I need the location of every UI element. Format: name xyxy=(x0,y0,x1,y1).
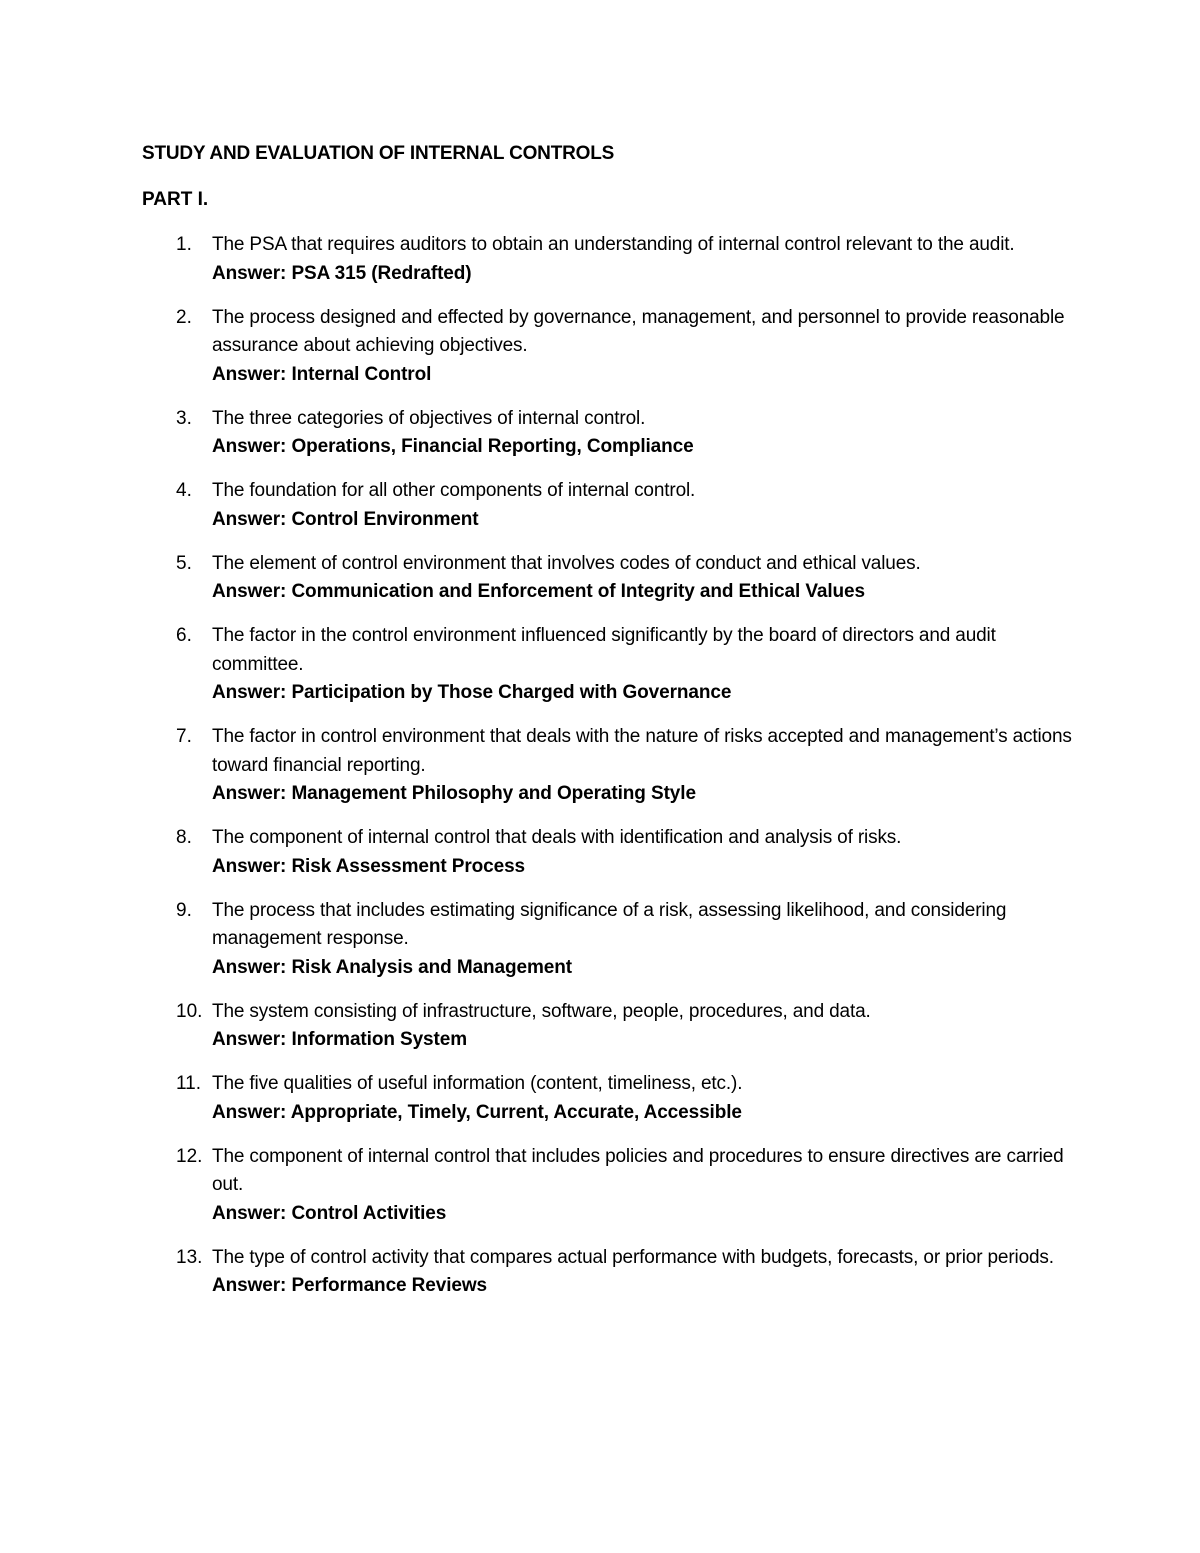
item-question: The process that includes estimating significance of a risk, assessing likelihood, and considering management response. xyxy=(212,899,1007,949)
item-number: 1. xyxy=(176,234,192,255)
item-number: 10. xyxy=(176,1000,203,1022)
item-number: 5. xyxy=(176,552,192,574)
item-number: 12. xyxy=(176,1145,203,1167)
item-question: The element of control environment that involves codes of conduct and ethical values. xyxy=(212,552,921,574)
item-number: 9. xyxy=(176,899,192,921)
item-question: The process designed and effected by governance, management, and personnel to provide reasonable assurance about achieving objectives. xyxy=(212,306,1065,356)
list-item xyxy=(142,1070,1082,1127)
item-question: The PSA that requires auditors to obtain an understanding of internal control relevant to the audit. xyxy=(212,234,1015,255)
item-answer: Answer: Control Activities xyxy=(212,1202,447,1224)
item-answer: Answer: PSA 315 (Redrafted) xyxy=(212,262,472,284)
item-number: 8. xyxy=(176,827,192,848)
item-question: The component of internal control that includes policies and procedures to ensure directives are carried out. xyxy=(212,1145,1064,1195)
item-answer: Answer: Performance Reviews xyxy=(212,1275,488,1296)
item-question: The three categories of objectives of internal control. xyxy=(212,407,646,429)
item-question: The component of internal control that deals with identification and analysis of risks. xyxy=(212,827,902,848)
item-answer: Answer: Communication and Enforcement of Integrity and Ethical Values xyxy=(212,581,865,602)
item-number: 2. xyxy=(176,306,192,328)
item-answer: Answer: Risk Analysis and Management xyxy=(212,956,572,978)
list-item xyxy=(142,897,1082,983)
list-item xyxy=(142,1143,1082,1229)
item-question: The factor in control environment that deals with the nature of risks accepted and management’s actions toward financial reporting. xyxy=(212,726,1072,776)
list-item xyxy=(142,231,1082,288)
list-item xyxy=(142,824,1082,881)
item-number: 7. xyxy=(176,726,192,747)
list-item xyxy=(142,304,1082,390)
question-list xyxy=(142,231,1082,1316)
item-answer: Answer: Internal Control xyxy=(212,363,432,385)
item-number: 4. xyxy=(176,480,192,501)
item-question: The foundation for all other components of internal control. xyxy=(212,480,696,501)
list-item xyxy=(142,622,1082,708)
item-number: 6. xyxy=(176,625,192,646)
item-answer: Answer: Risk Assessment Process xyxy=(212,855,526,877)
item-answer: Answer: Participation by Those Charged with Governance xyxy=(212,682,732,703)
list-item xyxy=(142,550,1082,607)
item-question: The system consisting of infrastructure, software, people, procedures, and data. xyxy=(212,1000,871,1022)
item-answer: Answer: Management Philosophy and Operating Style xyxy=(212,783,696,804)
item-question: The type of control activity that compares actual performance with budgets, forecasts, or prior periods. xyxy=(212,1246,1054,1268)
list-item xyxy=(142,477,1082,534)
item-number: 13. xyxy=(176,1246,203,1268)
list-item xyxy=(142,405,1082,462)
list-item xyxy=(142,998,1082,1055)
list-item xyxy=(142,723,1082,809)
item-answer: Answer: Control Environment xyxy=(212,508,479,530)
item-number: 11. xyxy=(176,1073,202,1094)
item-question: The factor in the control environment influenced significantly by the board of directors and audit committee. xyxy=(212,625,996,675)
item-answer: Answer: Information System xyxy=(212,1029,468,1050)
item-number: 3. xyxy=(176,407,192,429)
item-answer: Answer: Operations, Financial Reporting, Compliance xyxy=(212,436,694,457)
document-title: STUDY AND EVALUATION OF INTERNAL CONTROLS xyxy=(142,143,615,164)
item-answer: Answer: Appropriate, Timely, Current, Accurate, Accessible xyxy=(212,1101,742,1123)
list-item xyxy=(142,1244,1082,1301)
part-heading: PART I. xyxy=(142,189,209,210)
item-question: The five qualities of useful information (content, timeliness, etc.). xyxy=(212,1073,743,1094)
